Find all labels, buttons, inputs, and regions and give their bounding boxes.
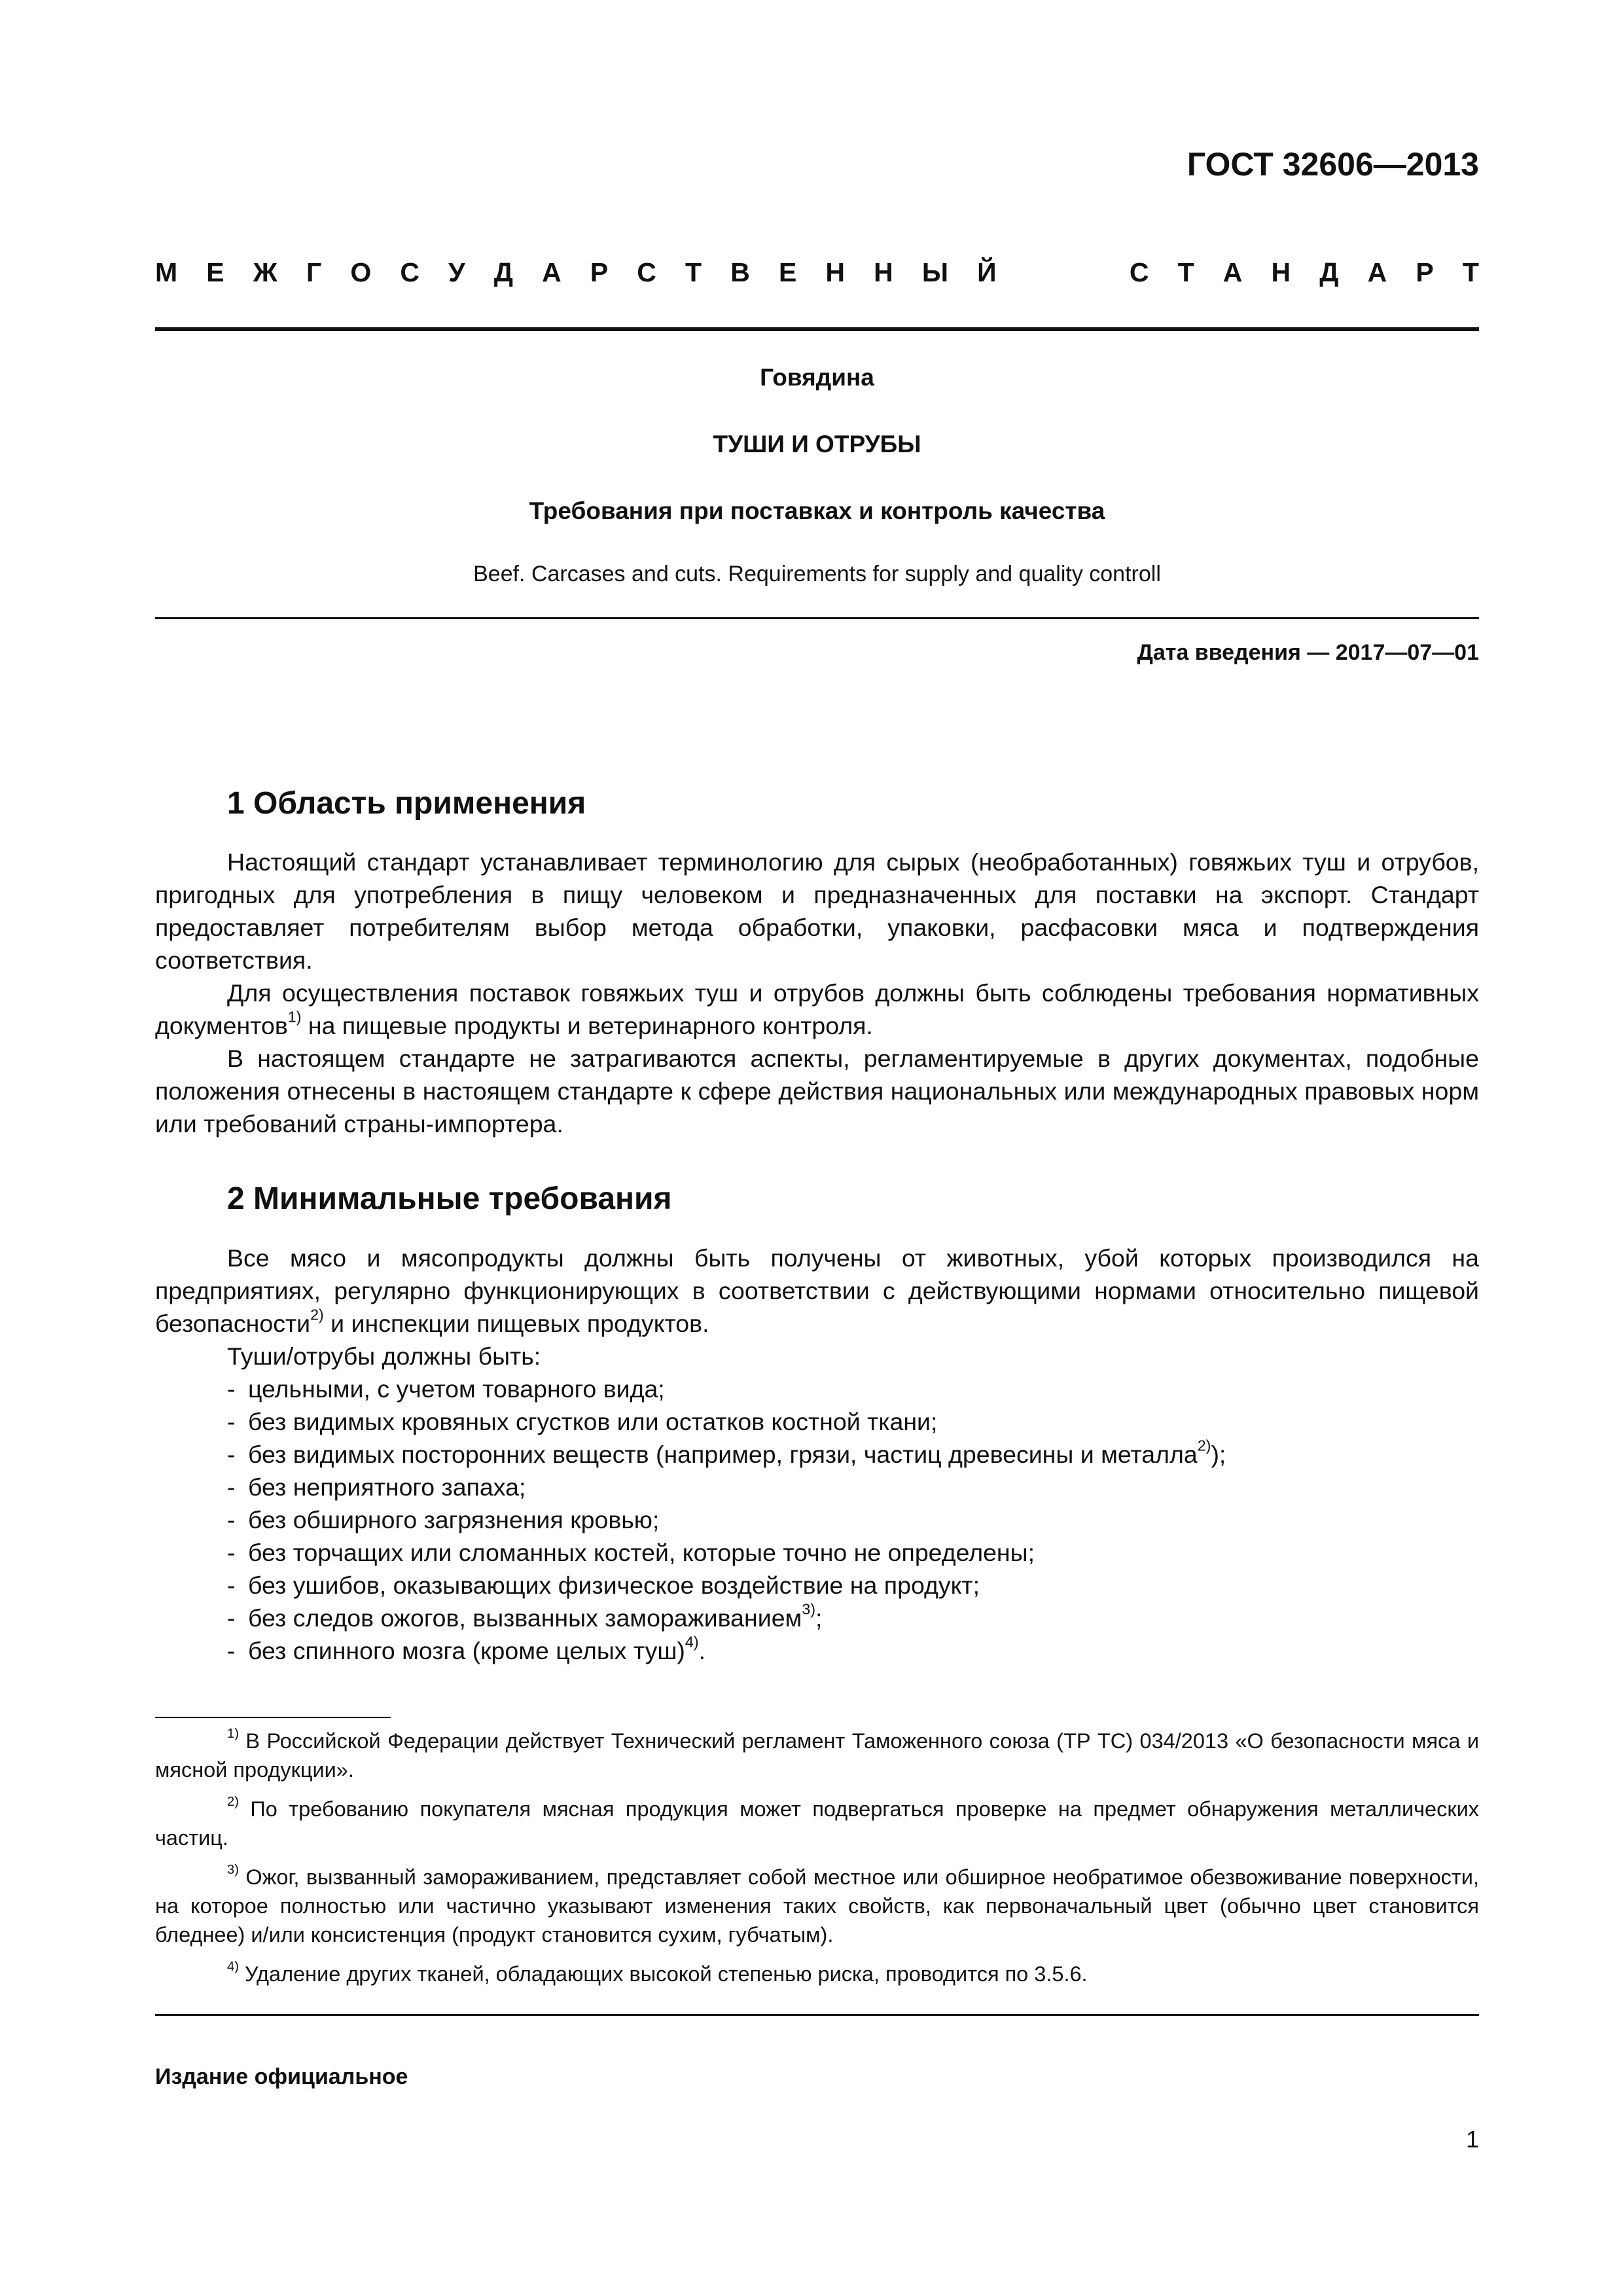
footnote-separator (155, 1717, 391, 1718)
type-letter: Д (493, 257, 513, 287)
list-item: - без видимых кровяных сгустков или остатков костной ткани; (155, 1405, 1479, 1438)
type-letter: У (448, 257, 465, 287)
type-letter: А (542, 257, 562, 287)
paragraph: Настоящий стандарт устанавливает терминологию для сырых (необработанных) говяжьих туш и отрубов, пригодных для употребления в пищу человеком и предназначенных для поставки на экспорт. Стандарт предоставляет потребителям выбор метода обработки, упаковки, расфасовки мяса и подтверждения соответствия. (155, 848, 1479, 974)
type-letter: Т (1177, 257, 1194, 287)
type-letter: С (637, 257, 656, 287)
official-edition-label: Издание официальное (155, 2064, 408, 2089)
title-description: Требования при поставках и контроль качества (529, 497, 1105, 524)
list-intro: Туши/отрубы должны быть: (227, 1342, 541, 1370)
footnotes (155, 1727, 1479, 1999)
type-letter: В (730, 257, 750, 287)
type-letter: С (1129, 257, 1149, 287)
list-item: - без видимых посторонних веществ (например, грязи, частиц древесины и металла$^{2)}$); (155, 1438, 1479, 1471)
footnote: $^{4)}$ Удаление других тканей, обладающих высокой степенью риска, проводится по 3.5.6. (227, 1959, 1088, 1986)
standard-number: ГОСТ 32606—2013 (1186, 146, 1479, 183)
type-letter: Ж (253, 257, 277, 287)
type-letter: Н (874, 257, 893, 287)
type-letter: Е (778, 257, 797, 287)
footnote-mark: 4) (227, 1959, 239, 1974)
type-letter: Ы (921, 257, 949, 287)
footnote-mark: 2) (227, 1794, 239, 1809)
standard-type-heading (155, 259, 1479, 286)
page-number: 1 (1465, 2126, 1479, 2153)
introduction-date: Дата введения — 2017—07—01 (1137, 640, 1479, 665)
header-rule (155, 327, 1479, 331)
title-main: Говядина (760, 364, 874, 391)
type-letter: Н (825, 257, 846, 287)
paragraph: Все мясо и мясопродукты должны быть получены от животных, убой которых производился на предприятиях, регулярно функционирующих в соответствии с действующими нормами относительно пищевой безопасности$^{2)}$ и инспекции пищевых продуктов. (155, 1244, 1479, 1337)
type-letter: Т (1462, 257, 1479, 287)
list-item: - без торчащих или сломанных костей, которые точно не определены; (155, 1536, 1479, 1569)
footnote-ref: 2) (1197, 1437, 1211, 1454)
type-letter: Д (1319, 257, 1339, 287)
footnote-ref: 3) (802, 1600, 816, 1618)
section-1-body (155, 846, 1479, 1140)
type-letter: Р (1416, 257, 1434, 287)
list-item: - без следов ожогов, вызванных замораживанием$^{3)}$; (155, 1602, 1479, 1634)
type-letter: Е (206, 257, 224, 287)
section-2-body (155, 1242, 1479, 1667)
type-letter: С (400, 257, 419, 287)
paragraph: В настоящем стандарте не затрагиваются аспекты, регламентируемые в других документах, подобные положения отнесены в настоящем стандарте к сфере действия национальных или международных правовых норм или требований страны-импортера. (155, 1045, 1479, 1138)
list-item: - без неприятного запаха; (155, 1471, 1479, 1503)
footnote-ref: 2) (310, 1306, 324, 1323)
type-letter: Т (685, 257, 702, 287)
section-1-heading: 1 Область применения (227, 786, 586, 821)
paragraph: Для осуществления поставок говяжьих туш и отрубов должны быть соблюдены требования нормативных документов$^{1)}$ на пищевые продукты и ветеринарного контроля. (155, 979, 1479, 1039)
list-item: - без ушибов, оказывающих физическое воздействие на продукт; (155, 1569, 1479, 1602)
footer-rule (155, 2014, 1479, 2016)
list-item: - без обширного загрязнения кровью; (155, 1503, 1479, 1536)
type-letter: О (350, 257, 372, 287)
footnote: $^{3)}$ Ожог, вызванный замораживанием, представляет собой местное или обширное необратимое обезвоживание поверхности, на которое полностью или частично указывают изменения таких свойств, как первоначальный цвет (обычно цвет становится бледнее) и/или консистенция (продукт становится сухим, губчатым). (155, 1862, 1479, 1946)
type-letter: Г (306, 257, 322, 287)
list-item: - цельными, с учетом товарного вида; (155, 1372, 1479, 1405)
section-2-heading: 2 Минимальные требования (227, 1181, 672, 1216)
title-english: Beef. Carcases and cuts. Requirements for supply and quality controll (473, 562, 1161, 586)
footnote: $^{1)}$ В Российской Федерации действует Технический регламент Таможенного союза (ТР ТС) 034/2013 «О безопасности мяса и мясной продукции». (155, 1726, 1479, 1782)
title-rule (155, 617, 1479, 619)
type-letter: Р (590, 257, 609, 287)
footnote-ref: 1) (287, 1008, 302, 1026)
type-letter: Й (977, 257, 997, 287)
list-item: - без спинного мозга (кроме целых туш)$^{4)}$. (155, 1634, 1479, 1667)
footnote-ref: 4) (685, 1633, 699, 1651)
type-letter: М (155, 257, 178, 287)
footnote-mark: 1) (227, 1726, 239, 1741)
type-letter: А (1367, 257, 1387, 287)
type-letter: А (1222, 257, 1243, 287)
type-letter: Н (1271, 257, 1291, 287)
footnote: $^{2)}$ По требованию покупателя мясная продукция может подвергаться проверке на предмет обнаружения металлических частиц. (155, 1794, 1479, 1850)
title-sub: ТУШИ И ОТРУБЫ (713, 431, 921, 457)
requirements-list (155, 1372, 1479, 1667)
footnote-mark: 3) (227, 1862, 239, 1877)
